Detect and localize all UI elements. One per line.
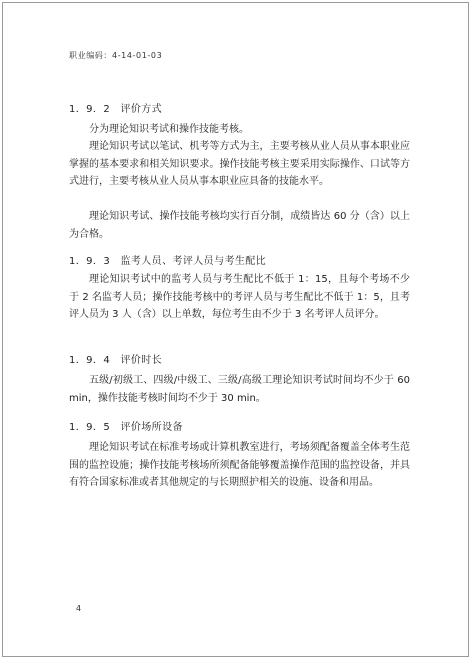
paragraph: 分为理论知识考试和操作技能考核。 — [89, 124, 249, 135]
section-heading-evaluation-duration: 1．9．4 评价时长 — [69, 355, 163, 366]
paragraph: 五级/初级工、四级/中级工、三级/高级工理论知识考试时间均不少于 60 min，操作技能考核时间均不少于 30 min。 — [69, 375, 410, 404]
section-heading-venue-equipment: 1．9．5 评价场所设备 — [69, 422, 183, 433]
document-page — [2, 2, 469, 657]
page-number: 4 — [76, 604, 82, 613]
section-heading-evaluation-method: 1．9．2 评价方式 — [69, 104, 163, 115]
paragraph: 理论知识考试在标准考场或计算机教室进行，考场须配备覆盖全体考生范围的监控设施；操作技能考核场所须配备能够覆盖操作范围的监控设备，并具有符合国家标准或者其他规定的与长期照护相关的设施、设备和用品。 — [69, 442, 410, 488]
occupation-code-header: 职业编码：4-14-01-03 — [69, 51, 163, 60]
paragraph: 理论知识考试、操作技能考核均实行百分制，成绩皆达 60 分（含）以上为合格。 — [69, 211, 410, 240]
paragraph: 理论知识考试以笔试、机考等方式为主，主要考核从业人员从事本职业应掌握的基本要求和相关知识要求。操作技能考核主要采用实际操作、口试等方式进行，主要考核从业人员从事本职业应具备的技能水平。 — [69, 141, 410, 187]
paragraph: 理论知识考试中的监考人员与考生配比不低于 1：15，且每个考场不少于 2 名监考人员；操作技能考核中的考评人员与考生配比不低于 1：5，且考评人员为 3 人（含）以上单数，每位考生由不少于 3 名考评人员评分。 — [69, 274, 410, 320]
section-heading-staff-ratio: 1．9．3 监考人员、考评人员与考生配比 — [69, 256, 267, 267]
